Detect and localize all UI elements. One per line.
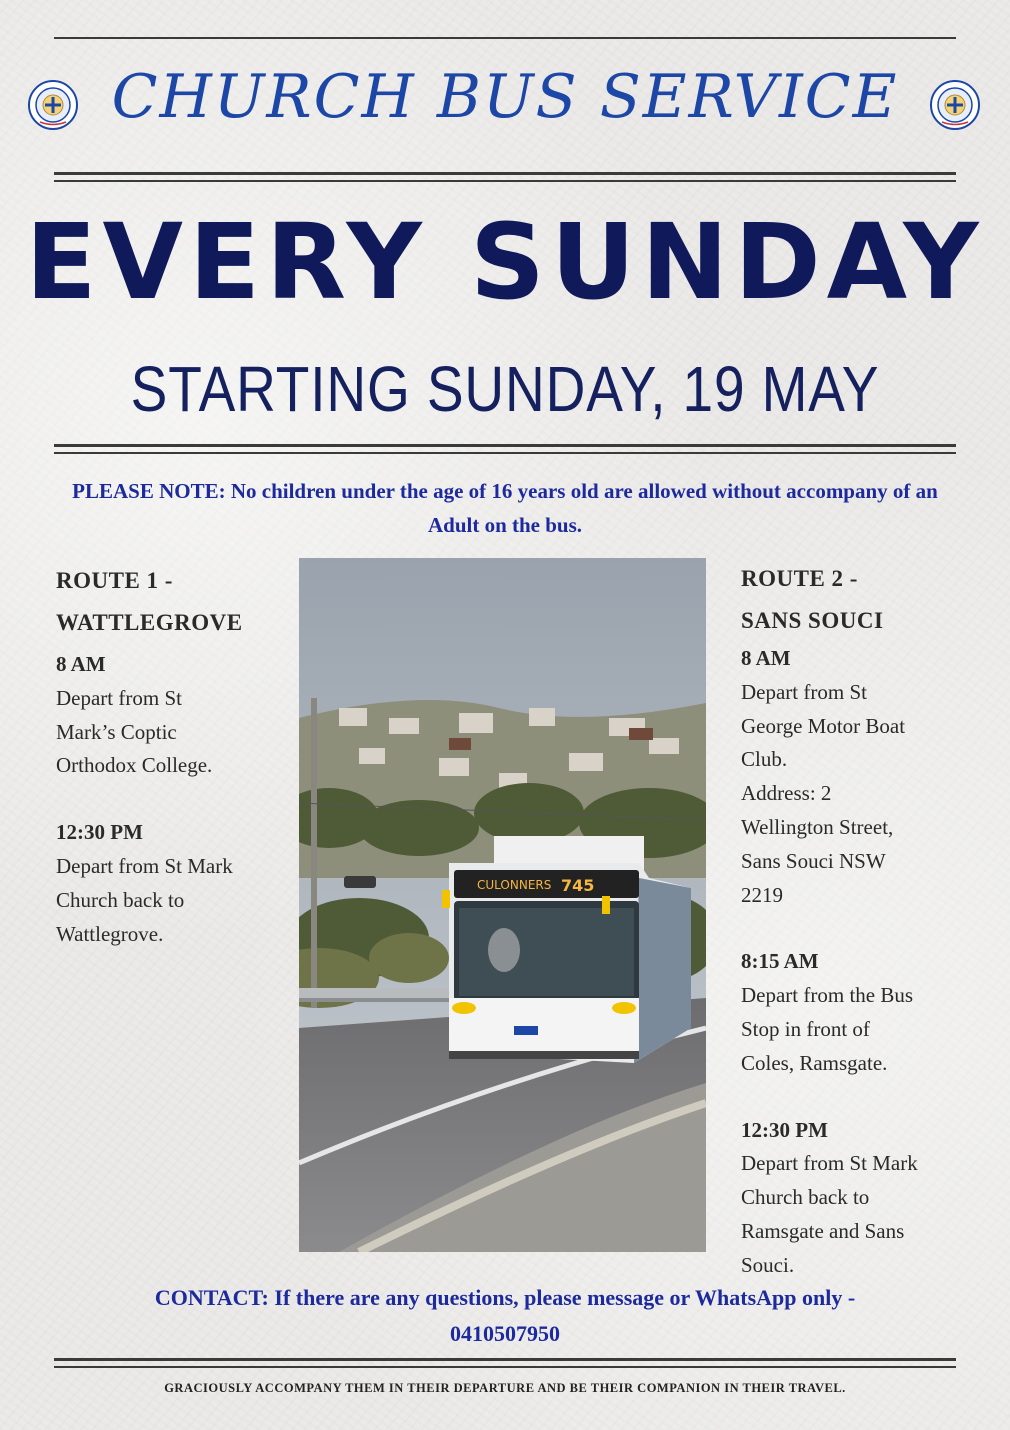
- departure-time: 12:30 PM: [56, 820, 143, 845]
- headline: EVERY SUNDAY: [25, 201, 985, 323]
- phone-number[interactable]: 0410507950: [450, 1321, 560, 1346]
- page-title: CHURCH BUS SERVICE: [111, 62, 899, 132]
- please-note: PLEASE NOTE: No children under the age of 16 years old are allowed without accompany of an Adult on the bus.: [72, 479, 938, 537]
- divider: [54, 1366, 956, 1368]
- departure-time: 8 AM: [56, 652, 106, 676]
- route-title: ROUTE 1 - WATTLEGROVE: [56, 568, 243, 635]
- departure-time: 12:30 PM: [741, 1117, 828, 1142]
- divider: [54, 180, 956, 182]
- route-1: ROUTE 1 - WATTLEGROVE 8 AM Depart from St Mark’s Coptic Orthodox College. 12:30 PM Depart from St Mark Church back to Wattlegrove.: [56, 560, 288, 951]
- departure-time: 8:15 AM: [741, 949, 819, 974]
- bus-route-number: 745: [561, 876, 595, 895]
- bus-destination: CULONNERS: [477, 878, 552, 892]
- route-2: ROUTE 2 - SANS SOUCI 8 AM Depart from St George Motor Boat Club. Address: 2 Wellington Street, Sans Souci NSW 2219 8:15 AM Depart from the Bus Stop in front of Coles, Ramsgate. 12:30 PM Depart from St Mark Church back to Ramsgate and Sans Souci.: [741, 558, 961, 1283]
- route-title: ROUTE 2 - SANS SOUCI: [741, 566, 884, 633]
- contact-info: CONTACT: If there are any questions, please message or WhatsApp only - 0410507950: [70, 1280, 940, 1352]
- top-rule: [54, 37, 956, 39]
- subheadline: STARTING SUNDAY, 19 MAY: [130, 353, 880, 425]
- divider: [54, 452, 956, 454]
- divider: [54, 172, 956, 175]
- footer-blessing: GRACIOUSLY ACCOMPANY THEM IN THEIR DEPARTURE AND BE THEIR COMPANION IN THEIR TRAVEL.: [164, 1381, 846, 1395]
- departure-time: 8 AM: [741, 646, 791, 670]
- divider: [54, 1358, 956, 1361]
- bus-photo: [299, 558, 706, 1252]
- divider: [54, 444, 956, 447]
